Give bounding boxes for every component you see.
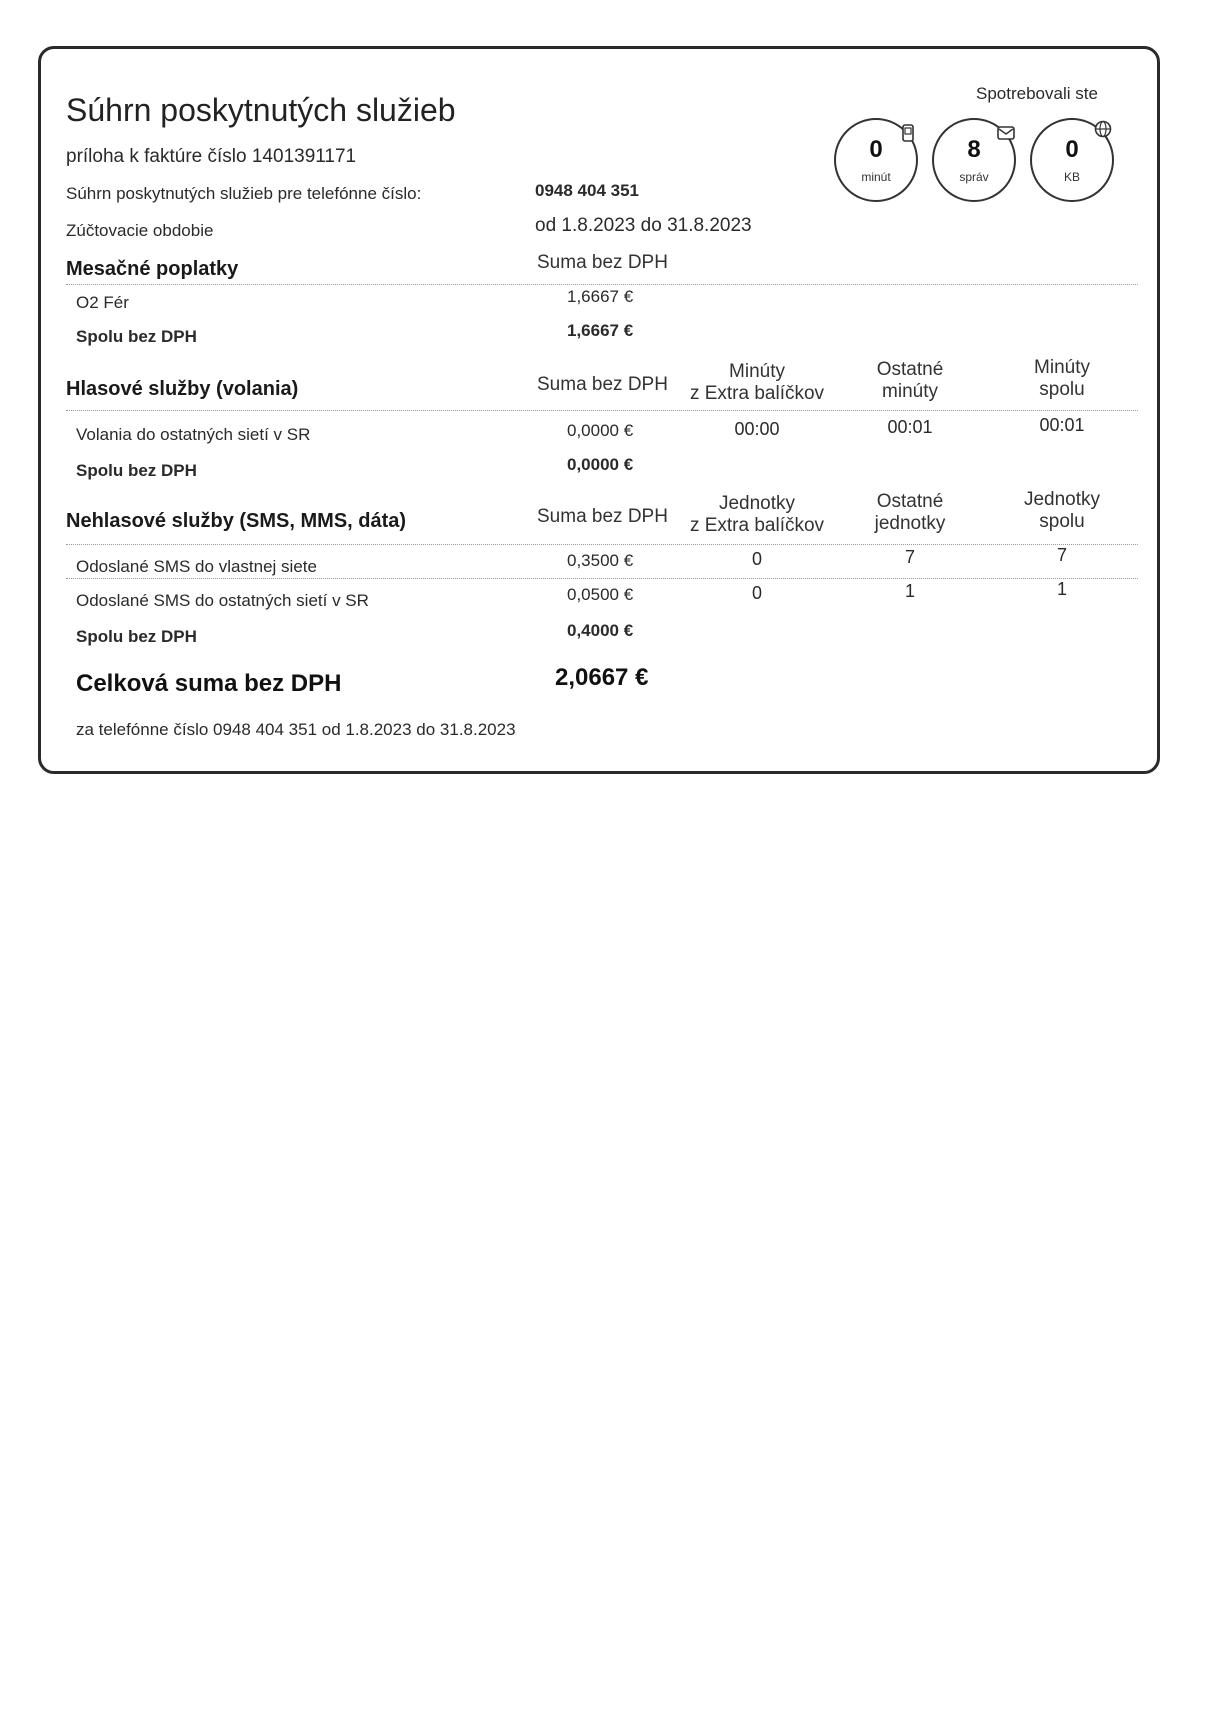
- nonvoice-row-label: Odoslané SMS do vlastnej siete: [76, 557, 317, 576]
- nonvoice-row-other: 1: [904, 581, 915, 601]
- consumption-label: Spotrebovali ste: [976, 84, 1098, 103]
- data-value: 0: [1065, 136, 1079, 163]
- grand-total-footnote: za telefónne číslo 0948 404 351 od 1.8.2023 do 31.8.2023: [76, 720, 516, 739]
- nonvoice-col-other: Ostatné jednotky: [874, 491, 946, 534]
- period-label: Zúčtovacie obdobie: [66, 221, 214, 240]
- invoice-reference: príloha k faktúre číslo 1401391171: [66, 146, 357, 167]
- voice-heading: Hlasové služby (volania): [66, 378, 299, 400]
- nonvoice-row-other: 7: [904, 547, 915, 567]
- monthly-col-amount: Suma bez DPH: [537, 252, 668, 273]
- monthly-total-label: Spolu bez DPH: [76, 327, 197, 346]
- nonvoice-heading: Nehlasové služby (SMS, MMS, dáta): [66, 510, 407, 532]
- voice-row-label: Volania do ostatných sietí v SR: [76, 425, 311, 444]
- monthly-heading: Mesačné poplatky: [66, 258, 239, 280]
- voice-col-other: Ostatné minúty: [876, 359, 944, 402]
- envelope-icon: [997, 124, 1015, 142]
- voice-row-amount: 0,0000 €: [567, 421, 634, 440]
- monthly-row-label: O2 Fér: [76, 293, 129, 312]
- data-unit: KB: [1063, 170, 1080, 184]
- divider: [66, 578, 1138, 579]
- period-value: od 1.8.2023 do 31.8.2023: [535, 215, 752, 236]
- messages-unit: správ: [959, 170, 989, 184]
- nonvoice-row-total: 7: [1056, 545, 1067, 565]
- voice-total-label: Spolu bez DPH: [76, 461, 197, 480]
- nonvoice-total-amount: 0,4000 €: [567, 621, 634, 640]
- voice-row-total: 00:01: [1039, 415, 1085, 435]
- nonvoice-row-label: Odoslané SMS do ostatných sietí v SR: [76, 591, 369, 610]
- nonvoice-row-extra: 0: [751, 583, 762, 603]
- nonvoice-col-total: Jednotky spolu: [1023, 489, 1101, 532]
- phone-label: Súhrn poskytnutých služieb pre telefónne číslo:: [66, 184, 422, 203]
- divider: [66, 284, 1138, 285]
- minutes-unit: minút: [861, 170, 891, 184]
- nonvoice-col-amount: Suma bez DPH: [537, 506, 668, 527]
- nonvoice-row-amount: 0,3500 €: [567, 551, 634, 570]
- nonvoice-total-label: Spolu bez DPH: [76, 627, 197, 646]
- divider: [66, 544, 1138, 545]
- voice-col-total: Minúty spolu: [1034, 357, 1090, 400]
- nonvoice-row-amount: 0,0500 €: [567, 585, 634, 604]
- nonvoice-row-total: 1: [1056, 579, 1067, 599]
- nonvoice-col-extra: Jednotky z Extra balíčkov: [689, 493, 825, 536]
- phone-number: 0948 404 351: [535, 181, 639, 200]
- divider: [66, 410, 1138, 411]
- minutes-value: 0: [869, 136, 883, 163]
- nonvoice-row-extra: 0: [751, 549, 762, 569]
- globe-icon: [1094, 120, 1112, 138]
- voice-col-extra: Minúty z Extra balíčkov: [689, 361, 825, 404]
- phone-icon: [899, 124, 917, 142]
- voice-row-extra: 00:00: [734, 419, 780, 439]
- messages-value: 8: [967, 136, 981, 163]
- voice-row-other: 00:01: [887, 417, 933, 437]
- voice-total-amount: 0,0000 €: [567, 455, 634, 474]
- page-title: Súhrn poskytnutých služieb: [66, 92, 456, 128]
- grand-total-label: Celková suma bez DPH: [76, 670, 342, 697]
- grand-total-amount: 2,0667 €: [555, 664, 649, 691]
- monthly-total-amount: 1,6667 €: [567, 321, 634, 340]
- voice-col-amount: Suma bez DPH: [537, 374, 668, 395]
- monthly-row-amount: 1,6667 €: [567, 287, 634, 306]
